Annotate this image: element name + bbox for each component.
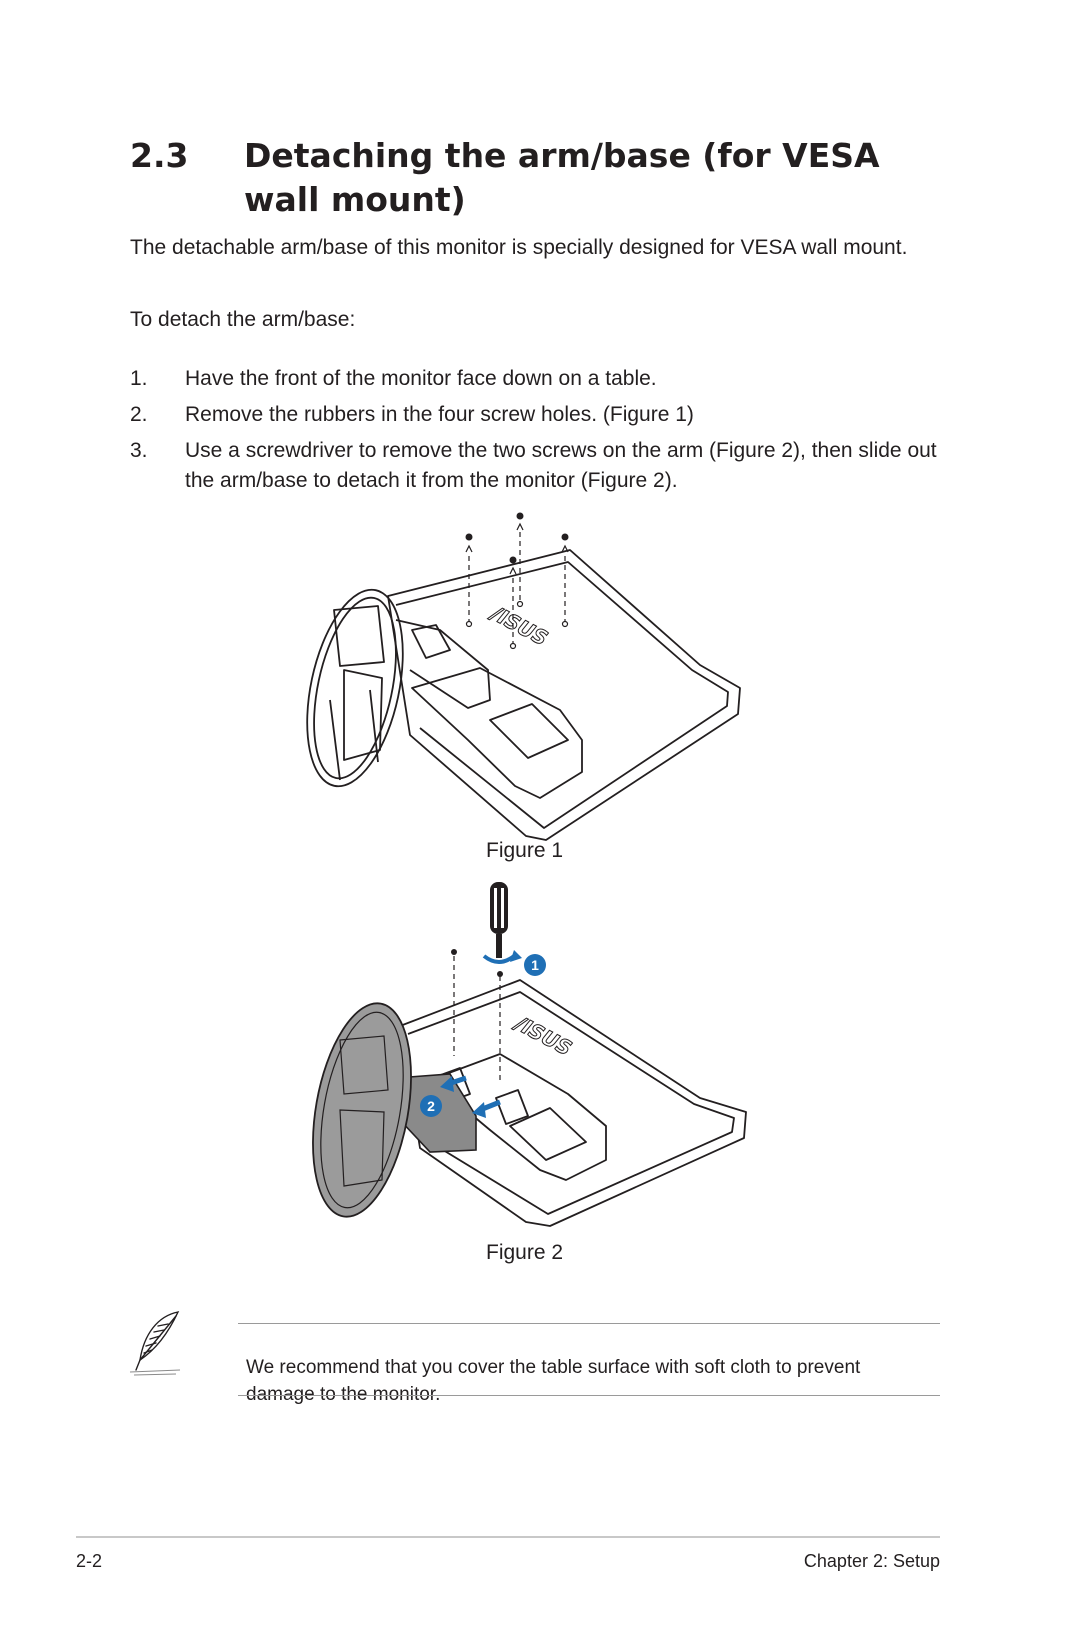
steps-lead: To detach the arm/base: bbox=[130, 308, 356, 331]
chapter-label: Chapter 2: Setup bbox=[803, 1551, 940, 1571]
step-number-2: 2. bbox=[130, 403, 148, 426]
figure-2-illustration bbox=[300, 880, 770, 1240]
step-number-3: 3. bbox=[130, 439, 148, 462]
callout-2-label: 2 bbox=[427, 1098, 435, 1114]
figure-1-illustration bbox=[300, 510, 770, 850]
section-title: Detaching the arm/base (for VESA wall mount) bbox=[244, 136, 880, 219]
footer-rule bbox=[76, 1536, 940, 1538]
figure-1-caption: Figure 1 bbox=[486, 839, 564, 862]
note-top-rule bbox=[238, 1323, 940, 1324]
section-number: 2.3 bbox=[130, 136, 189, 175]
callout-badge-2 bbox=[419, 1094, 443, 1118]
step-text-2: Remove the rubbers in the four screw holes. (Figure 1) bbox=[185, 403, 694, 426]
figure-2-caption: Figure 2 bbox=[486, 1241, 564, 1264]
brand-logo-mark: /ISUS bbox=[511, 1011, 576, 1061]
brand-logo-mark: /ISUS bbox=[487, 601, 552, 651]
note-text: We recommend that you cover the table surface with soft cloth to prevent damage to the monitor. bbox=[246, 1357, 861, 1405]
step-number-1: 1. bbox=[130, 367, 148, 390]
note-bottom-rule bbox=[238, 1395, 940, 1396]
step-text-1: Have the front of the monitor face down on a table. bbox=[185, 367, 657, 390]
feather-pen-icon bbox=[128, 1308, 184, 1378]
callout-badge-1 bbox=[523, 953, 547, 977]
page-number: 2-2 bbox=[76, 1551, 103, 1571]
callout-1-label: 1 bbox=[531, 957, 539, 973]
step-text-3: Use a screwdriver to remove the two screws on the arm (Figure 2), then slide out the arm/base to detach it from the monitor (Figure 2). bbox=[185, 439, 937, 492]
intro-paragraph: The detachable arm/base of this monitor is specially designed for VESA wall mount. bbox=[130, 236, 908, 259]
